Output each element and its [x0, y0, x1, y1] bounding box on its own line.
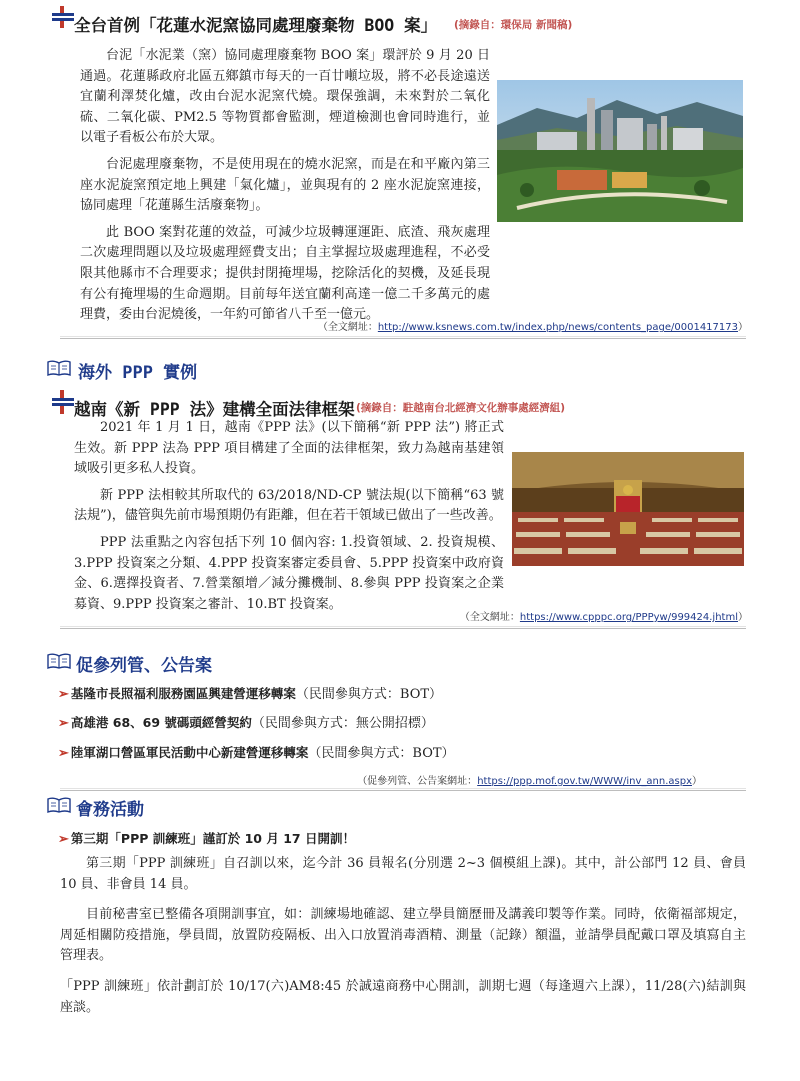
full-text-url	[460, 608, 748, 623]
url-suffix: ）	[692, 776, 702, 787]
book-icon	[46, 652, 72, 670]
event-headline	[58, 829, 355, 847]
book-icon	[46, 359, 72, 377]
participation-mode: （民間參與方式：BOT）	[295, 687, 443, 702]
flag-icon	[52, 398, 74, 406]
arrow-icon: ➢	[58, 716, 69, 731]
category-title: 促參列管、公告案	[76, 656, 212, 676]
article-paragraph: 台泥處理廢棄物，不是使用現在的燒水泥窯，而是在和平廠內第三座水泥旋窯預定地上興建「氣化爐」，並與現有的 2 座水泥旋窯連接，協同處理「花蓮縣生活廢棄物」。	[80, 156, 490, 214]
article-paragraph: 台泥「水泥業（窯）協同處理廢棄物 BOO 案」環評於 9 月 20 日通過。花蓮縣政府北區五鄉鎮市每天的一百廿噸垃圾，將不必長途遠送宜蘭利澤焚化爐，改由台泥水泥窯代燒。環保強調，未來對於二氧化硫、二氧化碳、PM2.5 等物質都會監測，煙道檢測也會同時進行，並以電子看板公布於大眾。	[80, 48, 490, 146]
section-divider	[60, 788, 746, 791]
event-paragraph: 「PPP 訓練班」依計劃訂於 10/17(六)AM8:45 於誠遠商務中心開訓，訓期七週（每逢週六上課），11/28(六)結訓與座談。	[60, 978, 746, 1015]
article-paragraph: 此 BOO 案對花蓮的效益，可減少垃圾轉運運距、底渣、飛灰處理二次處理問題以及垃圾處理經費支出；自主掌握垃圾處理進程，不必受限其他縣市不合理要求；提供封閉掩埋場，挖除活化的契機，及延長現有公有掩埋場的生命週期。目前每年送宜蘭利高達一億二千多萬元的處理費，委由台泥燒後，一年約可節省八千至一億元。	[80, 224, 490, 323]
announcement-url	[357, 772, 702, 787]
project-name: 基隆市長照福利服務園區興建營運移轉案	[70, 686, 296, 701]
section-title: 全台首例「花蓮水泥窯協同處理廢棄物 BOO 案」	[74, 16, 438, 35]
arrow-icon: ➢	[58, 687, 69, 702]
section-divider	[60, 626, 746, 629]
article-body	[80, 46, 490, 332]
list-item	[58, 683, 442, 702]
source-note: (摘錄自：駐越南台北經濟文化辦事處經濟組)	[356, 402, 566, 414]
flag-icon	[52, 13, 74, 21]
participation-mode: （民間參與方式：無公開招標）	[251, 716, 434, 731]
assembly-hall-photo	[512, 452, 744, 566]
source-note: (摘錄自：環保局 新聞稿)	[454, 19, 573, 31]
url-prefix: （全文網址：	[317, 322, 378, 333]
announcement-link[interactable]: https://ppp.mof.gov.tw/WWW/inv_ann.aspx	[477, 776, 692, 787]
cement-plant-photo	[497, 80, 743, 222]
list-item	[58, 712, 434, 731]
section-divider	[60, 336, 746, 339]
full-text-url	[318, 318, 748, 333]
event-paragraph: 第三期「PPP 訓練班」自召訓以來，迄今計 36 員報名(分別選 2~3 個模組上課)。其中，計公部門 12 員、會員 10 員、非會員 14 員。	[60, 856, 746, 892]
project-name: 陸軍湖口營區軍民活動中心新建營運移轉案	[70, 745, 309, 760]
arrow-icon: ➢	[58, 746, 69, 761]
headline-text: 第三期「PPP 訓練班」謹訂於 10 月 17 日開訓！	[70, 831, 355, 846]
article-body	[74, 418, 504, 621]
participation-mode: （民間參與方式：BOT）	[308, 746, 455, 761]
event-paragraph: 目前秘書室已整備各項開訓事宜，如：訓練場地確認、建立學員簡歷冊及講義印製等作業。同時，依衛福部規定，周延相關防疫措施，學員間，放置防疫隔板、出入口放置消毒酒精、測量（記錄）額溫，並請學員配戴口罩及填寫自主管理表。	[60, 907, 746, 964]
url-suffix: ）	[738, 612, 748, 623]
article-paragraph: PPP 法重點之內容包括下列 10 個內容: 1.投資領域、2. 投資規模、3.PPP 投資案之分類、4.PPP 投資案審定委員會、5.PPP 投資案中政府資金、6.選擇投資者、7.營業額增／減分攤機制、8.參與 PPP 投資案之企業募資、9.PPP 投資案之審計、10.BT 投資案。	[74, 534, 504, 612]
url-prefix: （全文網址：	[459, 612, 520, 623]
event-body	[60, 854, 746, 1024]
full-text-link[interactable]: http://www.ksnews.com.tw/index.php/news/contents_page/0001417173	[377, 322, 738, 333]
list-item	[58, 742, 455, 761]
url-prefix: （促參列管、公告案網址：	[357, 776, 478, 787]
category-title: 海外 PPP 實例	[78, 363, 198, 383]
project-name: 高雄港 68、69 號碼頭經營契約	[70, 715, 252, 730]
section-title: 越南《新 PPP 法》建構全面法律框架	[74, 400, 355, 419]
article-paragraph: 新 PPP 法相較其所取代的 63/2018/ND-CP 號法規(以下簡稱“63 號法規”)，儘管與先前市場預期仍有距離，但在若干領域已做出了一些改善。	[74, 487, 504, 524]
category-title: 會務活動	[76, 800, 144, 820]
full-text-link[interactable]: https://www.cpppc.org/PPPyw/999424.jhtml	[519, 612, 738, 623]
url-suffix: ）	[738, 322, 748, 333]
arrow-icon: ➢	[58, 832, 69, 847]
article-paragraph: 2021 年 1 月 1 日，越南《PPP 法》(以下簡稱“新 PPP 法”) 將正式生效。新 PPP 法為 PPP 項目構建了全面的法律框架，致力為越南基建領域吸引更多私人投資。	[74, 420, 504, 477]
book-icon	[46, 796, 72, 814]
